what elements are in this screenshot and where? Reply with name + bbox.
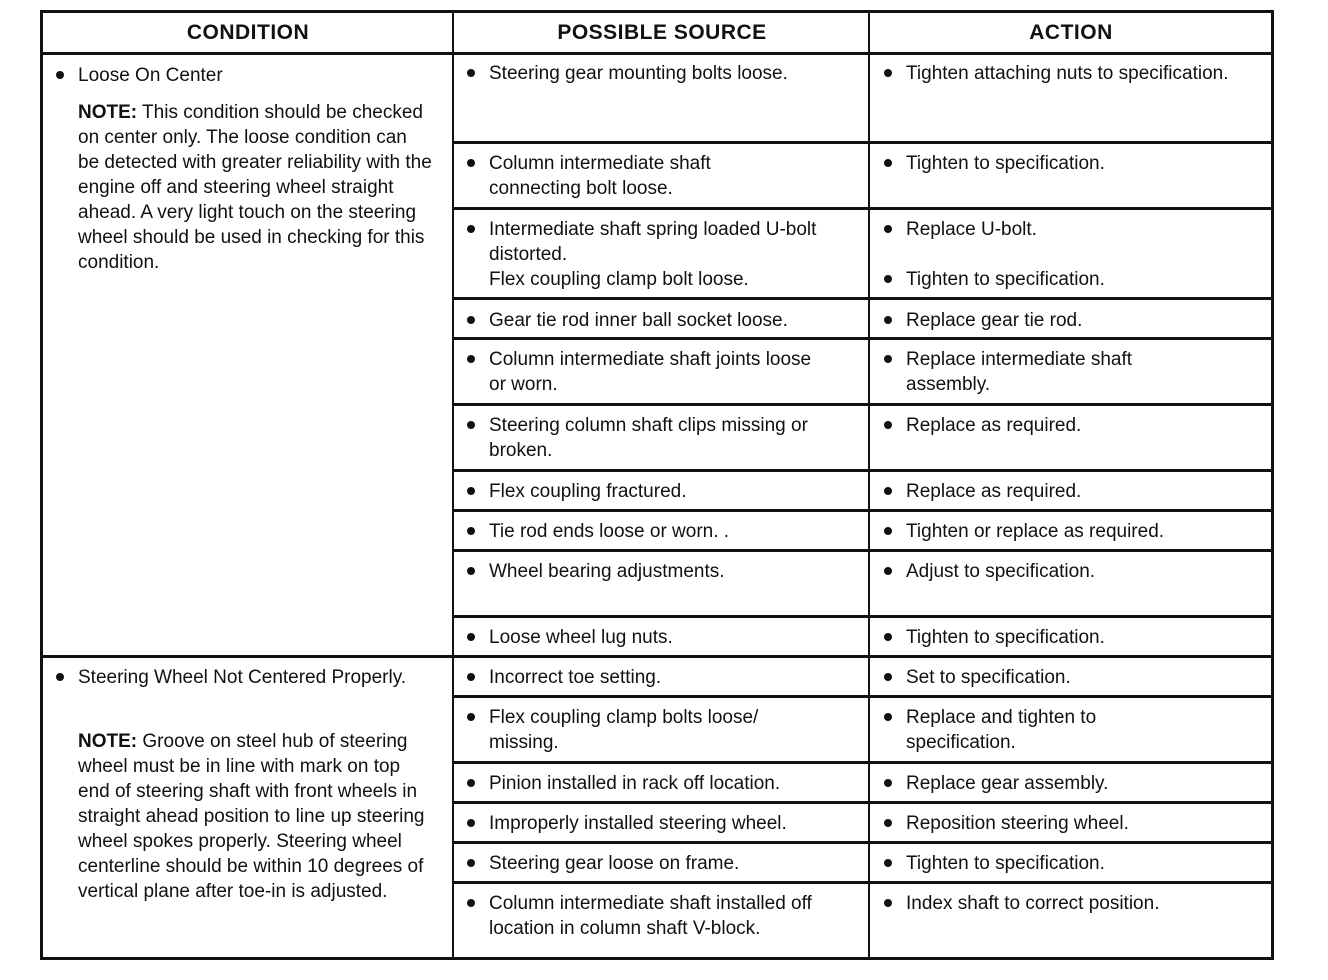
bullet-icon <box>467 567 475 575</box>
table-header <box>43 13 1271 55</box>
source-item: Pinion installed in rack off location. <box>489 771 864 796</box>
bullet-icon <box>467 159 475 167</box>
row-divider <box>452 297 1271 300</box>
source-item: Steering gear loose on frame. <box>489 851 859 876</box>
row-divider <box>452 841 1271 844</box>
group-divider <box>43 655 1271 658</box>
bullet-icon <box>884 225 892 233</box>
bullet-icon <box>467 673 475 681</box>
column-divider <box>868 13 870 957</box>
bullet-icon <box>467 316 475 324</box>
bullet-icon <box>884 487 892 495</box>
bullet-icon <box>884 899 892 907</box>
source-item: Gear tie rod inner ball socket loose. <box>489 308 864 333</box>
source-item: Loose wheel lug nuts. <box>489 625 859 650</box>
row-divider <box>452 549 1271 552</box>
bullet-icon <box>884 779 892 787</box>
row-divider <box>452 801 1271 804</box>
action-item: Replace as required. <box>906 413 1256 438</box>
source-item: Tie rod ends loose or worn. . <box>489 519 859 544</box>
action-item: Tighten or replace as required. <box>906 519 1261 544</box>
bullet-icon <box>467 527 475 535</box>
action-item: Tighten attaching nuts to specification. <box>906 61 1256 86</box>
bullet-icon <box>884 567 892 575</box>
bullet-icon <box>884 421 892 429</box>
source-item: Column intermediate shaft joints loose or worn. <box>489 347 829 397</box>
bullet-icon <box>884 69 892 77</box>
bullet-icon <box>467 487 475 495</box>
header-action: ACTION <box>1029 21 1113 44</box>
bullet-icon <box>884 859 892 867</box>
bullet-icon <box>884 819 892 827</box>
bullet-icon <box>467 713 475 721</box>
row-divider <box>452 141 1271 144</box>
row-divider <box>452 469 1271 472</box>
bullet-icon <box>467 69 475 77</box>
column-divider <box>452 13 454 957</box>
row-divider <box>452 337 1271 340</box>
bullet-icon <box>467 225 475 233</box>
action-item: Reposition steering wheel. <box>906 811 1256 836</box>
bullet-icon <box>467 421 475 429</box>
action-item: Replace gear assembly. <box>906 771 1256 796</box>
condition-note: NOTE: Groove on steel hub of steering wheel must be in line with mark on top end of steering shaft with front wheels in straight ahead position to line up steering wheel spokes properly. Steering wheel centerline should be within 10 degrees of vertical plane after toe-in is adjusted. <box>78 731 425 902</box>
bullet-icon <box>884 316 892 324</box>
bullet-icon <box>884 159 892 167</box>
action-item: Replace U-bolt. <box>906 217 1256 242</box>
source-item: Flex coupling clamp bolts loose/ missing. <box>489 705 829 755</box>
bullet-icon <box>884 673 892 681</box>
bullet-icon <box>467 819 475 827</box>
source-item: Flex coupling fractured. <box>489 479 859 504</box>
row-divider <box>452 615 1271 618</box>
bullet-icon <box>884 355 892 363</box>
source-item: Steering column shaft clips missing or broken. <box>489 413 859 463</box>
source-item: Intermediate shaft spring loaded U-bolt distorted. <box>489 217 854 267</box>
bullet-icon <box>467 899 475 907</box>
bullet-icon <box>467 859 475 867</box>
action-item: Adjust to specification. <box>906 559 1256 584</box>
action-item: Replace intermediate shaft assembly. <box>906 347 1206 397</box>
condition-wheel-not-centered: Steering Wheel Not Centered Properly. <box>78 665 438 690</box>
bullet-icon <box>467 779 475 787</box>
action-item: Replace and tighten to specification. <box>906 705 1166 755</box>
action-item: Set to specification. <box>906 665 1256 690</box>
source-item: Column intermediate shaft connecting bolt loose. <box>489 151 789 201</box>
row-divider <box>452 509 1271 512</box>
source-item: Column intermediate shaft installed off location in column shaft V-block. <box>489 891 864 941</box>
action-item: Tighten to specification. <box>906 151 1256 176</box>
bullet-icon <box>467 633 475 641</box>
action-item: Replace gear tie rod. <box>906 308 1256 333</box>
bullet-icon <box>467 355 475 363</box>
row-divider <box>452 695 1271 698</box>
bullet-icon <box>884 275 892 283</box>
bullet-icon <box>56 71 64 79</box>
troubleshooting-table <box>40 10 1274 960</box>
action-item: Tighten to specification. <box>906 851 1256 876</box>
header-possible-source: POSSIBLE SOURCE <box>557 21 767 44</box>
condition-note: NOTE: This condition should be checked on center only. The loose condition can be detected with greater reliability with the engine off and steering wheel straight ahead. A very light touch on the steering wheel should be used in checking for this condition. <box>78 102 432 273</box>
source-item: Improperly installed steering wheel. <box>489 811 864 836</box>
condition-loose-on-center: Loose On Center <box>78 63 438 88</box>
action-item: Index shaft to correct position. <box>906 891 1261 916</box>
row-divider <box>452 881 1271 884</box>
source-item: Steering gear mounting bolts loose. <box>489 61 859 86</box>
source-item-continued: Flex coupling clamp bolt loose. <box>489 269 749 290</box>
action-item: Tighten to specification. <box>906 625 1256 650</box>
bullet-icon <box>884 713 892 721</box>
action-item: Replace as required. <box>906 479 1256 504</box>
row-divider <box>452 761 1271 764</box>
bullet-icon <box>884 527 892 535</box>
bullet-icon <box>56 673 64 681</box>
source-item: Incorrect toe setting. <box>489 665 859 690</box>
action-item: Tighten to specification. <box>906 267 1256 292</box>
row-divider <box>452 207 1271 210</box>
bullet-icon <box>884 633 892 641</box>
source-item: Wheel bearing adjustments. <box>489 559 859 584</box>
row-divider <box>452 403 1271 406</box>
header-condition: CONDITION <box>186 21 310 44</box>
